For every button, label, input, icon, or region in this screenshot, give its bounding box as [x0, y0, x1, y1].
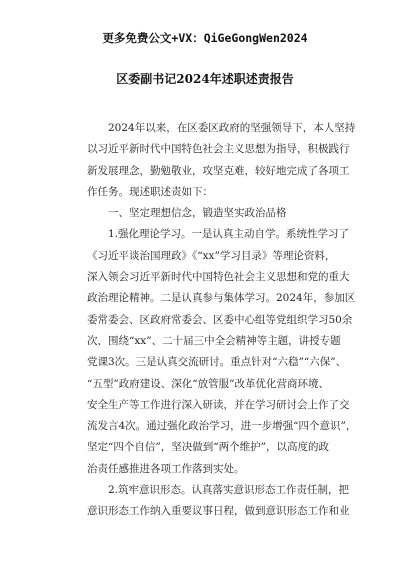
paragraph-line: 委常委会、区政府常委会、区委中心组等党组织学习50余 [87, 313, 353, 326]
paragraph-line: 深入领会习近平新时代中国特色社会主义思想和党的重大 [87, 271, 350, 284]
document-title: 区委副书记2024年述职述责报告 [116, 72, 294, 86]
section-heading: 一、坚定理想信念，锻造坚实政治品格 [108, 207, 287, 220]
paragraph-line: 2024年以来，在区委区政府的坚强领导下，本人坚持 [108, 122, 356, 134]
paragraph-line: 2.筑牢意识形态。认真落实意识形态工作责任制，把 [108, 484, 350, 497]
paragraph-line: “五型”政府建设、深化“放管服”改革优化营商环境、 [87, 377, 329, 390]
paragraph-line: 安全生产等工作进行深入研读，并在学习研讨会上作了交 [87, 398, 350, 411]
paragraph-line: 意识形态工作纳入重要议事日程，做到意识形态工作和业 [87, 505, 350, 518]
paragraph-line: 次，围绕“xx”、二十届三中全会精神等主题，讲授专题 [87, 334, 341, 347]
paragraph-line: 新发展理念，勤勉敬业，攻坚克难，较好地完成了各项工 [87, 164, 350, 177]
paragraph-line: 政治理论精神。二是认真参与集体学习。2024年，参加区 [87, 292, 356, 305]
paragraph-line: 流发言4次。通过强化政治学习，进一步增强“四个意识”， [87, 420, 357, 433]
paragraph-line: 坚定“四个自信”，坚决做到“两个维护”，以高度的政 [87, 441, 329, 454]
paragraph-line: 《习近平谈治国理政》《“xx”学习目录》等理论资料， [87, 249, 336, 262]
paragraph-line: 以习近平新时代中国特色社会主义思想为指导，积极践行 [87, 143, 350, 156]
paragraph-line: 治责任感推进各项工作落到实处。 [87, 462, 245, 475]
document-body [87, 118, 377, 523]
paragraph-line: 1.强化理论学习。一是认真主动自学。系统性学习了 [108, 228, 350, 241]
watermark-header: 更多免费公文+VX：QiGeGongWen2024 [102, 31, 308, 45]
paragraph-line: 作任务。现述职述责如下： [87, 185, 213, 198]
paragraph-line: 党课3次。三是认真交流研讨。重点针对“六稳”“六保”、 [87, 356, 347, 369]
